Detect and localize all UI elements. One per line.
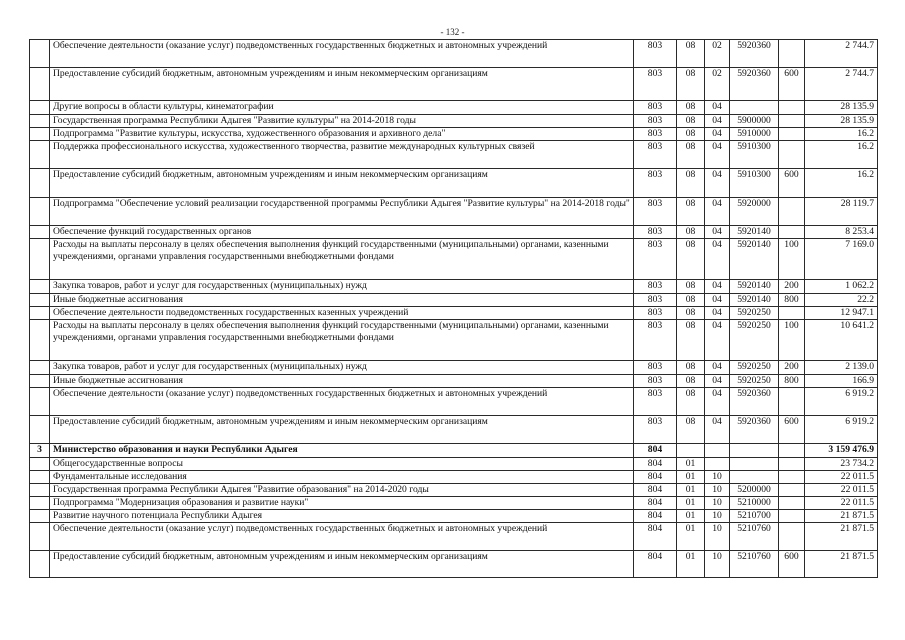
expense-name-cell: Расходы на выплаты персоналу в целях обеспечения выполнения функций государственными (муниципальными) органами, казенными учреждениями, органами управления государственными внебюджетными фондами (50, 320, 634, 361)
department-code-cell: 804 (634, 497, 677, 510)
section-code-cell: 08 (677, 115, 705, 128)
section-code-cell: 08 (677, 101, 705, 115)
table-row (30, 40, 878, 68)
department-code-cell: 803 (634, 375, 677, 388)
target-article-cell: 5910300 (730, 169, 779, 198)
expense-type-cell: 100 (779, 239, 805, 280)
table-row (30, 510, 878, 523)
subsection-code-cell: 10 (705, 523, 730, 551)
section-code-cell: 08 (677, 128, 705, 141)
table-row (30, 198, 878, 226)
expense-type-cell (779, 497, 805, 510)
subsection-code-cell: 10 (705, 510, 730, 523)
department-code-cell: 804 (634, 551, 677, 578)
table-row (30, 388, 878, 416)
row-number-cell (30, 484, 50, 497)
section-code-cell: 08 (677, 68, 705, 101)
expense-name-cell: Государственная программа Республики Адыгея "Развитие образования" на 2014-2020 годы (50, 484, 634, 497)
row-number-cell (30, 388, 50, 416)
expense-type-cell: 600 (779, 169, 805, 198)
section-code-cell: 08 (677, 169, 705, 198)
expense-type-cell (779, 388, 805, 416)
subsection-code-cell: 04 (705, 101, 730, 115)
expense-type-cell: 200 (779, 280, 805, 294)
row-number-cell (30, 320, 50, 361)
target-article-cell: 5910000 (730, 128, 779, 141)
department-code-cell: 803 (634, 128, 677, 141)
subsection-code-cell: 04 (705, 198, 730, 226)
row-number-cell (30, 115, 50, 128)
target-article-cell: 5920360 (730, 68, 779, 101)
budget-table-body (30, 40, 878, 578)
expense-type-cell: 800 (779, 375, 805, 388)
section-code-cell: 01 (677, 458, 705, 471)
expense-type-cell: 800 (779, 294, 805, 307)
row-number-cell (30, 307, 50, 320)
row-number-cell (30, 40, 50, 68)
expense-type-cell: 600 (779, 551, 805, 578)
target-article-cell: 5210700 (730, 510, 779, 523)
section-code-cell: 08 (677, 375, 705, 388)
subsection-code-cell: 10 (705, 484, 730, 497)
amount-cell: 7 169.0 (805, 239, 878, 280)
amount-cell: 12 947.1 (805, 307, 878, 320)
row-number-cell (30, 375, 50, 388)
expense-type-cell (779, 128, 805, 141)
target-article-cell: 5900000 (730, 115, 779, 128)
target-article-cell: 5920140 (730, 239, 779, 280)
table-row (30, 128, 878, 141)
subsection-code-cell: 04 (705, 115, 730, 128)
budget-table (29, 39, 878, 578)
table-row (30, 523, 878, 551)
section-code-cell: 08 (677, 198, 705, 226)
table-row (30, 239, 878, 280)
department-code-cell: 804 (634, 523, 677, 551)
subsection-code-cell: 04 (705, 280, 730, 294)
expense-name-cell: Предоставление субсидий бюджетным, автономным учреждениям и иным некоммерческим организациям (50, 551, 634, 578)
table-row (30, 375, 878, 388)
target-article-cell (730, 458, 779, 471)
amount-cell: 166.9 (805, 375, 878, 388)
row-number-cell (30, 510, 50, 523)
section-code-cell: 08 (677, 307, 705, 320)
expense-name-cell: Закупка товаров, работ и услуг для государственных (муниципальных) нужд (50, 280, 634, 294)
target-article-cell: 5920360 (730, 416, 779, 444)
expense-name-cell: Обеспечение деятельности (оказание услуг) подведомственных государственных бюджетных и автономных учреждений (50, 388, 634, 416)
section-code-cell: 08 (677, 239, 705, 280)
row-number-cell (30, 416, 50, 444)
target-article-cell: 5920000 (730, 198, 779, 226)
row-number-cell (30, 361, 50, 375)
expense-type-cell (779, 226, 805, 239)
amount-cell: 28 135.9 (805, 115, 878, 128)
expense-type-cell (779, 484, 805, 497)
amount-cell: 2 139.0 (805, 361, 878, 375)
department-code-cell: 803 (634, 68, 677, 101)
expense-type-cell (779, 523, 805, 551)
subsection-code-cell: 10 (705, 497, 730, 510)
section-code-cell: 08 (677, 320, 705, 361)
expense-type-cell (779, 40, 805, 68)
expense-type-cell (779, 471, 805, 484)
target-article-cell: 5910300 (730, 141, 779, 169)
department-code-cell: 803 (634, 198, 677, 226)
subsection-code-cell: 04 (705, 375, 730, 388)
expense-type-cell (779, 115, 805, 128)
expense-name-cell: Подпрограмма "Обеспечение условий реализации государственной программы Республики Адыгея "Развитие культуры" на 2014-2018 годы" (50, 198, 634, 226)
table-row (30, 551, 878, 578)
expense-name-cell: Фундаментальные исследования (50, 471, 634, 484)
subsection-code-cell: 04 (705, 239, 730, 280)
department-code-cell: 803 (634, 115, 677, 128)
amount-cell: 8 253.4 (805, 226, 878, 239)
amount-cell: 2 744.7 (805, 68, 878, 101)
row-number-cell (30, 198, 50, 226)
expense-type-cell: 200 (779, 361, 805, 375)
expense-name-cell: Общегосударственные вопросы (50, 458, 634, 471)
subsection-code-cell: 04 (705, 416, 730, 444)
expense-name-cell: Поддержка профессионального искусства, художественного творчества, развитие международных культурных связей (50, 141, 634, 169)
expense-name-cell: Обеспечение функций государственных органов (50, 226, 634, 239)
amount-cell: 21 871.5 (805, 551, 878, 578)
subsection-code-cell: 10 (705, 471, 730, 484)
table-row (30, 115, 878, 128)
table-row (30, 484, 878, 497)
department-code-cell: 804 (634, 458, 677, 471)
amount-cell: 10 641.2 (805, 320, 878, 361)
expense-type-cell (779, 141, 805, 169)
expense-type-cell (779, 510, 805, 523)
department-code-cell: 803 (634, 307, 677, 320)
target-article-cell: 5920250 (730, 307, 779, 320)
department-code-cell: 803 (634, 388, 677, 416)
expense-type-cell: 600 (779, 68, 805, 101)
amount-cell: 28 119.7 (805, 198, 878, 226)
section-code-cell: 01 (677, 484, 705, 497)
row-number-cell (30, 141, 50, 169)
department-code-cell: 804 (634, 484, 677, 497)
subsection-code-cell: 04 (705, 320, 730, 361)
expense-type-cell: 100 (779, 320, 805, 361)
target-article-cell: 5210760 (730, 523, 779, 551)
department-code-cell: 804 (634, 510, 677, 523)
target-article-cell: 5920140 (730, 294, 779, 307)
section-code-cell: 08 (677, 280, 705, 294)
department-code-cell: 803 (634, 416, 677, 444)
subsection-code-cell: 02 (705, 68, 730, 101)
row-number-cell (30, 226, 50, 239)
subsection-code-cell (705, 444, 730, 458)
department-code-cell: 803 (634, 361, 677, 375)
row-number-cell (30, 280, 50, 294)
subsection-code-cell: 04 (705, 169, 730, 198)
department-code-cell: 803 (634, 101, 677, 115)
amount-cell: 22 011.5 (805, 471, 878, 484)
row-number-cell (30, 128, 50, 141)
table-row (30, 226, 878, 239)
expense-name-cell: Обеспечение деятельности подведомственных государственных казенных учреждений (50, 307, 634, 320)
department-code-cell: 803 (634, 280, 677, 294)
table-row (30, 320, 878, 361)
amount-cell: 1 062.2 (805, 280, 878, 294)
row-number-cell (30, 68, 50, 101)
amount-cell: 16.2 (805, 128, 878, 141)
subsection-code-cell: 10 (705, 551, 730, 578)
section-code-cell (677, 444, 705, 458)
department-code-cell: 803 (634, 320, 677, 361)
department-code-cell: 803 (634, 40, 677, 68)
target-article-cell: 5920250 (730, 361, 779, 375)
table-row (30, 307, 878, 320)
row-number-cell (30, 239, 50, 280)
section-code-cell: 08 (677, 40, 705, 68)
table-row (30, 444, 878, 458)
amount-cell: 21 871.5 (805, 523, 878, 551)
table-row (30, 169, 878, 198)
table-row (30, 497, 878, 510)
target-article-cell: 5210000 (730, 497, 779, 510)
amount-cell: 21 871.5 (805, 510, 878, 523)
department-code-cell: 803 (634, 239, 677, 280)
table-row (30, 416, 878, 444)
department-code-cell: 803 (634, 294, 677, 307)
expense-type-cell: 600 (779, 416, 805, 444)
amount-cell: 2 744.7 (805, 40, 878, 68)
section-code-cell: 01 (677, 497, 705, 510)
section-code-cell: 08 (677, 141, 705, 169)
expense-name-cell: Обеспечение деятельности (оказание услуг) подведомственных государственных бюджетных и автономных учреждений (50, 40, 634, 68)
subsection-code-cell: 04 (705, 141, 730, 169)
expense-type-cell (779, 307, 805, 320)
subsection-code-cell: 04 (705, 128, 730, 141)
target-article-cell: 5920140 (730, 226, 779, 239)
section-code-cell: 08 (677, 416, 705, 444)
expense-name-cell: Обеспечение деятельности (оказание услуг) подведомственных государственных бюджетных и автономных учреждений (50, 523, 634, 551)
section-code-cell: 01 (677, 523, 705, 551)
expense-name-cell: Подпрограмма "Модернизация образования и развитие науки" (50, 497, 634, 510)
table-row (30, 280, 878, 294)
department-code-cell: 803 (634, 226, 677, 239)
department-code-cell: 804 (634, 471, 677, 484)
section-code-cell: 08 (677, 361, 705, 375)
target-article-cell (730, 444, 779, 458)
subsection-code-cell: 02 (705, 40, 730, 68)
expense-name-cell: Предоставление субсидий бюджетным, автономным учреждениям и иным некоммерческим организациям (50, 416, 634, 444)
amount-cell: 23 734.2 (805, 458, 878, 471)
expense-type-cell (779, 444, 805, 458)
expense-type-cell (779, 198, 805, 226)
target-article-cell: 5920250 (730, 375, 779, 388)
expense-name-cell: Иные бюджетные ассигнования (50, 375, 634, 388)
table-row (30, 471, 878, 484)
row-number-cell (30, 101, 50, 115)
subsection-code-cell (705, 458, 730, 471)
table-row (30, 458, 878, 471)
amount-cell: 16.2 (805, 169, 878, 198)
row-number-cell (30, 551, 50, 578)
target-article-cell: 5210760 (730, 551, 779, 578)
target-article-cell: 5200000 (730, 484, 779, 497)
amount-cell: 6 919.2 (805, 416, 878, 444)
amount-cell: 6 919.2 (805, 388, 878, 416)
table-row (30, 68, 878, 101)
row-number-cell (30, 458, 50, 471)
row-number-cell (30, 294, 50, 307)
expense-name-cell: Другие вопросы в области культуры, кинематографии (50, 101, 634, 115)
amount-cell: 16.2 (805, 141, 878, 169)
section-code-cell: 01 (677, 471, 705, 484)
row-number-cell (30, 169, 50, 198)
amount-cell: 22.2 (805, 294, 878, 307)
table-row (30, 101, 878, 115)
expense-name-cell: Предоставление субсидий бюджетным, автономным учреждениям и иным некоммерческим организациям (50, 169, 634, 198)
table-row (30, 141, 878, 169)
amount-cell: 22 011.5 (805, 484, 878, 497)
row-number-cell (30, 497, 50, 510)
expense-name-cell: Предоставление субсидий бюджетным, автономным учреждениям и иным некоммерческим организациям (50, 68, 634, 101)
amount-cell: 28 135.9 (805, 101, 878, 115)
target-article-cell: 5920360 (730, 40, 779, 68)
expense-name-cell: Расходы на выплаты персоналу в целях обеспечения выполнения функций государственными (муниципальными) органами, казенными учреждениями, органами управления государственными внебюджетными фондами (50, 239, 634, 280)
expense-name-cell: Закупка товаров, работ и услуг для государственных (муниципальных) нужд (50, 361, 634, 375)
expense-type-cell (779, 101, 805, 115)
target-article-cell: 5920140 (730, 280, 779, 294)
amount-cell: 22 011.5 (805, 497, 878, 510)
row-number-cell: 3 (30, 444, 50, 458)
expense-name-cell: Развитие научного потенциала Республики Адыгея (50, 510, 634, 523)
department-code-cell: 804 (634, 444, 677, 458)
table-row (30, 294, 878, 307)
section-code-cell: 08 (677, 388, 705, 416)
subsection-code-cell: 04 (705, 388, 730, 416)
expense-name-cell: Подпрограмма "Развитие культуры, искусства, художественного образования и архивного дела" (50, 128, 634, 141)
expense-name-cell: Министерство образования и науки Республики Адыгея (50, 444, 634, 458)
subsection-code-cell: 04 (705, 307, 730, 320)
page-number: - 132 - (440, 27, 465, 37)
section-code-cell: 01 (677, 510, 705, 523)
expense-type-cell (779, 458, 805, 471)
department-code-cell: 803 (634, 141, 677, 169)
expense-name-cell: Иные бюджетные ассигнования (50, 294, 634, 307)
target-article-cell: 5920250 (730, 320, 779, 361)
target-article-cell (730, 101, 779, 115)
section-code-cell: 01 (677, 551, 705, 578)
row-number-cell (30, 471, 50, 484)
section-code-cell: 08 (677, 226, 705, 239)
subsection-code-cell: 04 (705, 294, 730, 307)
section-code-cell: 08 (677, 294, 705, 307)
amount-cell: 3 159 476.9 (805, 444, 878, 458)
department-code-cell: 803 (634, 169, 677, 198)
expense-name-cell: Государственная программа Республики Адыгея "Развитие культуры" на 2014-2018 годы (50, 115, 634, 128)
table-row (30, 361, 878, 375)
target-article-cell: 5920360 (730, 388, 779, 416)
subsection-code-cell: 04 (705, 361, 730, 375)
target-article-cell (730, 471, 779, 484)
row-number-cell (30, 523, 50, 551)
subsection-code-cell: 04 (705, 226, 730, 239)
